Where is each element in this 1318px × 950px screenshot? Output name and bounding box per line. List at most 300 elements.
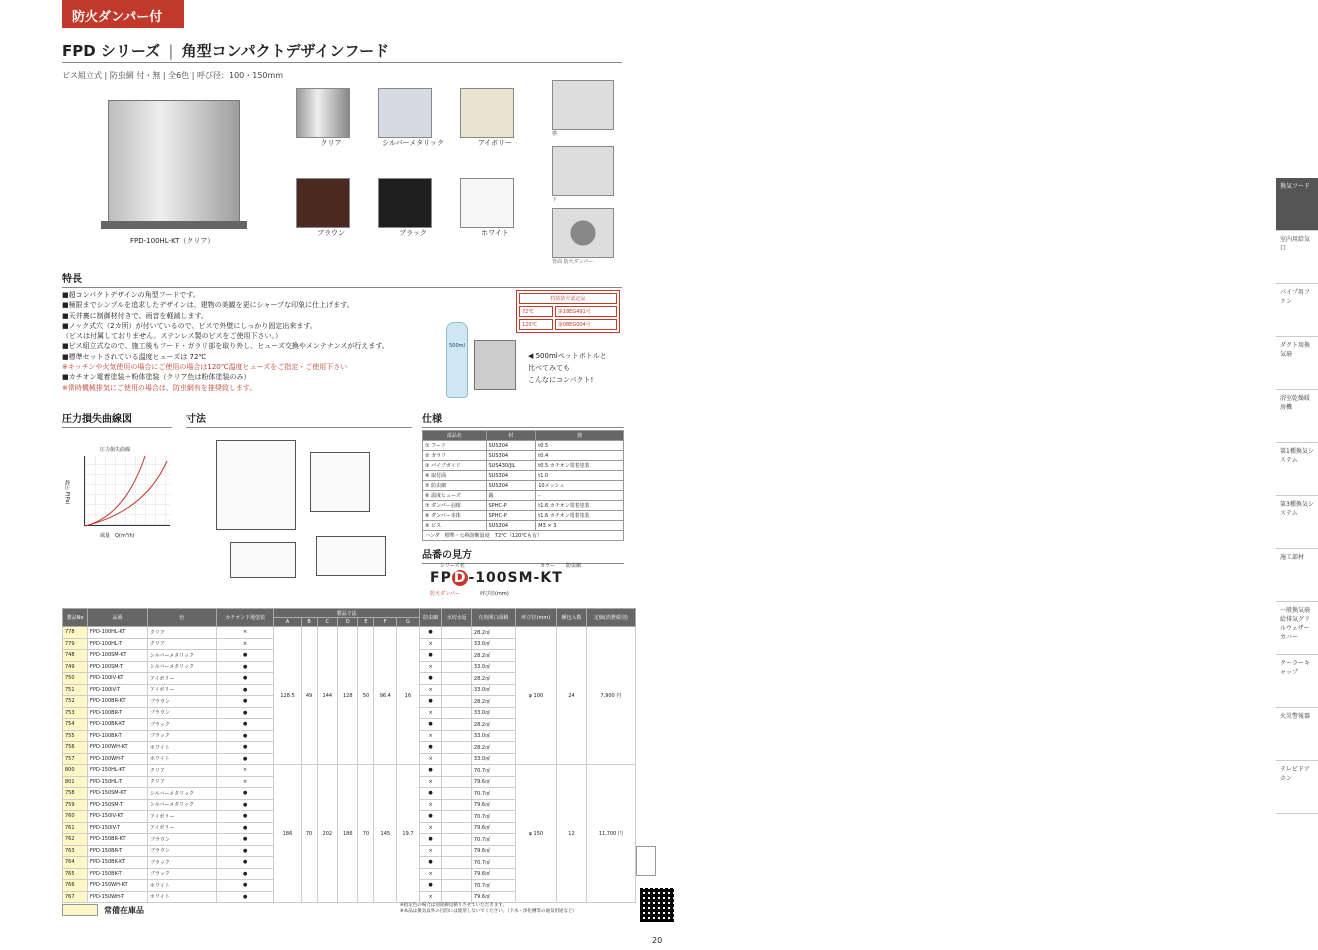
fire-number: 第08EG004号 xyxy=(555,319,617,330)
code-part: K xyxy=(540,570,553,586)
table-cell: 79.6㎠ xyxy=(471,822,515,834)
main-image-caption: FPD-100HL-KT（クリア） xyxy=(130,237,215,245)
code-size-label: 呼び径(mm) xyxy=(480,591,509,597)
table-cell: φ 100 xyxy=(515,627,557,765)
spec-note: t0.5 カチオン電着塗装 xyxy=(536,461,624,471)
spec-note: t0.5 xyxy=(536,441,624,451)
table-cell: 79.6㎠ xyxy=(471,799,515,811)
table-cell: 49 xyxy=(301,627,317,765)
feature-warning: ※常時機械排気にご使用の場合は、防虫網有を推奨致します。 xyxy=(62,383,257,392)
table-cell xyxy=(442,707,472,719)
table-cell: FPD-100HL-T xyxy=(88,638,148,650)
table-cell: アイボリー xyxy=(147,811,216,823)
table-cell: 759 xyxy=(63,799,88,811)
table-cell: 28.2㎠ xyxy=(471,742,515,754)
pressure-loss-graph xyxy=(84,456,170,526)
side-nav xyxy=(638,178,1314,814)
spec-note: - xyxy=(536,491,624,501)
table-cell: FPD-150WH-KT xyxy=(88,880,148,892)
col-header: 防虫網 xyxy=(419,609,442,627)
feature-item: ■超コンパクトデザインの角型フードです。 xyxy=(62,291,200,299)
table-cell: ● xyxy=(216,822,274,834)
side-image xyxy=(552,146,614,196)
table-cell: 79.6㎠ xyxy=(471,776,515,788)
spec-header: 部品名 xyxy=(423,431,487,441)
subtitle: ビス組立式 | 防虫網 付・無 | 全6色 | 呼び径：100・150mm xyxy=(62,71,284,80)
series-name: FPD シリーズ xyxy=(62,42,161,60)
table-cell: × xyxy=(419,776,442,788)
table-cell: 202 xyxy=(317,765,337,903)
table-cell: FPD-100BK-T xyxy=(88,730,148,742)
code-mesh-label: 防虫網 xyxy=(566,563,582,569)
table-cell: 186 xyxy=(274,765,301,903)
graph-ylabel: 静圧 P(Pa) xyxy=(64,480,70,505)
table-cell: 70.7㎠ xyxy=(471,765,515,777)
spec-part: ⑦ ダンパー羽根 xyxy=(423,501,487,511)
table-cell: 28.2㎠ xyxy=(471,696,515,708)
table-cell xyxy=(442,719,472,731)
spec-part: ⑨ ビス xyxy=(423,521,487,531)
spec-table xyxy=(422,430,624,541)
side-drawing xyxy=(310,452,370,512)
table-cell: ● xyxy=(419,834,442,846)
pressure-heading: 圧力損失曲線図 xyxy=(62,410,172,428)
table-cell: FPD-150BR-T xyxy=(88,845,148,857)
table-cell xyxy=(442,696,472,708)
fire-number: 第18EG491号 xyxy=(555,306,617,317)
col-header: 色 xyxy=(147,609,216,627)
table-cell: ● xyxy=(419,788,442,800)
code-part: - xyxy=(468,570,476,586)
spec-footer: ハンダ 標準・公称溶断温度 72℃（120℃も有） xyxy=(423,531,624,541)
table-cell xyxy=(442,891,472,903)
table-cell xyxy=(442,788,472,800)
code-part: - xyxy=(533,570,541,586)
table-cell: × xyxy=(419,868,442,880)
table-cell: ホワイト xyxy=(147,891,216,903)
table-cell: 756 xyxy=(63,742,88,754)
spec-part: ⑤ 防虫網 xyxy=(423,481,487,491)
table-cell xyxy=(442,822,472,834)
footnote: ※指定色の場合は別途御見積りさせていただきます。 xyxy=(400,903,507,908)
table-cell: ● xyxy=(419,742,442,754)
pressure-curves xyxy=(85,456,171,526)
spec-part: ① フード xyxy=(423,441,487,451)
nav-item[interactable]: 室内用給気口 xyxy=(1276,231,1318,284)
table-cell: 755 xyxy=(63,730,88,742)
table-cell: 753 xyxy=(63,707,88,719)
spec-material: SPHC-P xyxy=(486,501,536,511)
main-product-image xyxy=(108,100,240,224)
fire-temp: 72℃ xyxy=(519,306,553,317)
table-cell: 754 xyxy=(63,719,88,731)
table-cell: ● xyxy=(216,811,274,823)
table-cell xyxy=(442,638,472,650)
table-cell: × xyxy=(419,822,442,834)
table-cell: FPD-150IV-T xyxy=(88,822,148,834)
table-cell: 16 xyxy=(397,627,420,765)
swatch-image xyxy=(378,88,432,138)
spec-material: SUS304 xyxy=(486,441,536,451)
feature-item: ■ノック式穴（2カ所）が付いているので、ビスで外壁にしっかり固定出来ます。 xyxy=(62,321,317,330)
side-view-2 xyxy=(552,146,614,203)
table-cell: × xyxy=(419,707,442,719)
table-cell: 28.2㎠ xyxy=(471,673,515,685)
table-cell: FPD-150BK-T xyxy=(88,868,148,880)
table-cell: 767 xyxy=(63,891,88,903)
table-cell xyxy=(442,857,472,869)
table-cell: 96.4 xyxy=(374,627,397,765)
side-image xyxy=(552,208,614,258)
col-header: 有効開口面積 xyxy=(471,609,515,627)
table-cell: 765 xyxy=(63,868,88,880)
table-cell: ブラウン xyxy=(147,707,216,719)
table-cell: 70.7㎠ xyxy=(471,834,515,846)
table-cell: 50 xyxy=(358,627,374,765)
nav-item[interactable]: 一般換気扇給排気グリルウェザーカバー xyxy=(1276,602,1318,655)
table-cell: 70.7㎠ xyxy=(471,857,515,869)
table-cell: FPD-150HL-T xyxy=(88,776,148,788)
features-heading: 特長 xyxy=(62,270,622,288)
fire-approval-title: 特防防火認定品 xyxy=(519,293,617,304)
table-cell: アイボリー xyxy=(147,684,216,696)
table-cell: ● xyxy=(216,673,274,685)
swatch-label: アイボリー xyxy=(477,139,513,147)
table-cell: FPD-100BR-T xyxy=(88,707,148,719)
table-cell: 33.0㎠ xyxy=(471,753,515,765)
table-cell: 79.6㎠ xyxy=(471,845,515,857)
table-cell: FPD-150IV-KT xyxy=(88,811,148,823)
table-cell: 760 xyxy=(63,811,88,823)
table-cell xyxy=(442,765,472,777)
spec-note: t1.6 カチオン電着塗装 xyxy=(536,511,624,521)
swatch-label: ホワイト xyxy=(481,229,509,237)
nav-item[interactable]: テレビドアホン xyxy=(1276,761,1318,814)
spec-note: t1.6 カチオン電着塗装 xyxy=(536,501,624,511)
swatch-label: ブラック xyxy=(399,229,427,237)
table-cell: ● xyxy=(216,891,274,903)
swatch-silver xyxy=(378,88,448,148)
nav-item[interactable]: 浴室乾燥暖房機 xyxy=(1276,390,1318,443)
code-part: FP xyxy=(430,570,452,586)
nav-item[interactable]: 換気フード xyxy=(1276,178,1318,231)
table-cell: クリア xyxy=(147,627,216,639)
spec-note: t1.0 xyxy=(536,471,624,481)
table-cell: ● xyxy=(216,845,274,857)
table-cell: 749 xyxy=(63,661,88,673)
code-part: 100 xyxy=(475,570,508,586)
table-cell: 751 xyxy=(63,684,88,696)
table-cell: 128.5 xyxy=(274,627,301,765)
back-drawing xyxy=(316,536,386,576)
table-cell xyxy=(442,742,472,754)
table-cell: 11,700 円 xyxy=(586,765,635,903)
code-heading: 品番の見方 xyxy=(422,546,624,564)
spec-note: M3 × 3 xyxy=(536,521,624,531)
table-cell: 764 xyxy=(63,857,88,869)
table-cell: 33.0㎠ xyxy=(471,707,515,719)
table-cell: 766 xyxy=(63,880,88,892)
nav-item[interactable]: クーラーキャップ xyxy=(1276,655,1318,708)
mascot-icon xyxy=(636,846,656,876)
table-cell: シルバーメタリック xyxy=(147,788,216,800)
front-drawing xyxy=(216,440,296,530)
table-cell: 801 xyxy=(63,776,88,788)
swatch-image xyxy=(460,178,514,228)
product-table xyxy=(62,608,636,903)
side-caption: 下 xyxy=(552,197,558,203)
swatch-image xyxy=(460,88,514,138)
feature-item: （ビスは付属しておりません。ステンレス製のビスをご使用下さい。） xyxy=(62,332,283,341)
col-header: カチオン下地塗装 xyxy=(216,609,274,627)
table-cell: クリア xyxy=(147,638,216,650)
spec-material: SUS304 xyxy=(486,471,536,481)
feature-item: ■天井裏に制御材付きで、雨音を軽減します。 xyxy=(62,311,208,320)
table-cell: FPD-150SM-T xyxy=(88,799,148,811)
table-cell: 779 xyxy=(63,638,88,650)
table-cell: FPD-100SM-T xyxy=(88,661,148,673)
table-cell: FPD-150WH-T xyxy=(88,891,148,903)
col-header: 定価(消費税別) xyxy=(586,609,635,627)
table-cell: ● xyxy=(419,696,442,708)
nav-item[interactable]: パイプ用ファン xyxy=(1276,284,1318,337)
table-cell: 752 xyxy=(63,696,88,708)
table-cell: 33.0㎠ xyxy=(471,661,515,673)
nav-item[interactable]: 施工部材 xyxy=(1276,549,1318,602)
col-header: D xyxy=(338,618,358,627)
table-cell: ブラック xyxy=(147,868,216,880)
stock-legend-label: 常備在庫品 xyxy=(104,906,144,915)
table-cell: シルバーメタリック xyxy=(147,650,216,662)
table-cell: 24 xyxy=(557,627,587,765)
col-header: 製品No xyxy=(63,609,88,627)
table-cell: ● xyxy=(419,811,442,823)
swatch-label: ブラウン xyxy=(317,229,345,237)
swatch-label: シルバーメタリック xyxy=(382,139,444,147)
table-cell: ブラウン xyxy=(147,834,216,846)
swatch-image xyxy=(296,178,350,228)
spec-part: ④ 取付面 xyxy=(423,471,487,481)
table-cell: 33.0㎠ xyxy=(471,684,515,696)
table-cell xyxy=(442,799,472,811)
footnotes xyxy=(400,902,630,914)
table-cell: 186 xyxy=(338,765,358,903)
col-header: G xyxy=(397,618,420,627)
spec-material: 錫 xyxy=(486,491,536,501)
spec-header: 箇 xyxy=(536,431,624,441)
col-header: B xyxy=(301,618,317,627)
table-cell: ブラウン xyxy=(147,845,216,857)
table-cell: FPD-150HL-KT xyxy=(88,765,148,777)
table-cell: FPD-100BK-KT xyxy=(88,719,148,731)
col-header: 呼び径(mm) xyxy=(515,609,557,627)
fire-approval-table xyxy=(516,290,620,333)
table-cell xyxy=(442,811,472,823)
table-cell: ● xyxy=(419,719,442,731)
table-cell: 70.7㎠ xyxy=(471,811,515,823)
table-cell xyxy=(442,650,472,662)
table-cell: × xyxy=(216,638,274,650)
table-cell xyxy=(442,684,472,696)
graph-xlabel: 風量 Q(m³/h) xyxy=(100,533,135,539)
swatch-clear xyxy=(296,88,366,148)
spec-note: t0.4 xyxy=(536,451,624,461)
spec-part: ⑧ ダンパー本体 xyxy=(423,511,487,521)
table-cell: ● xyxy=(216,799,274,811)
fire-temp: 120℃ xyxy=(519,319,553,330)
table-cell: クリア xyxy=(147,776,216,788)
spec-part: ③ パイプガイド xyxy=(423,461,487,471)
swatch-black xyxy=(378,178,448,238)
qr-code xyxy=(640,888,674,922)
col-header: E xyxy=(358,618,374,627)
table-cell: 7,900 円 xyxy=(586,627,635,765)
table-cell: アイボリー xyxy=(147,822,216,834)
table-cell xyxy=(442,627,472,639)
table-cell: × xyxy=(419,891,442,903)
bottle-label: 500ml xyxy=(449,343,465,349)
stock-legend-swatch xyxy=(62,904,98,916)
spec-material: SUS304 xyxy=(486,481,536,491)
table-cell: 757 xyxy=(63,753,88,765)
table-cell: 28.2㎠ xyxy=(471,719,515,731)
feature-item: ■ビス組立式なので、施工後もフード・ガラリ部を取り外し、ヒューズ交換やメンテナンスが行えます。 xyxy=(62,342,389,351)
table-cell: クリア xyxy=(147,765,216,777)
code-part: T xyxy=(552,570,563,586)
col-header: 水切水返 xyxy=(442,609,472,627)
col-header: C xyxy=(317,618,337,627)
table-cell: 762 xyxy=(63,834,88,846)
swatch-ivory xyxy=(460,88,530,148)
bottle-text-line: ◀ 500mlペットボトルと xyxy=(528,352,607,360)
table-cell: ブラック xyxy=(147,719,216,731)
spec-material: SUS304 xyxy=(486,521,536,531)
table-cell: ● xyxy=(216,868,274,880)
col-header: 製品寸法 xyxy=(274,609,419,618)
table-cell: ● xyxy=(216,834,274,846)
nav-item[interactable]: ダクト用換気扇 xyxy=(1276,337,1318,390)
table-cell: FPD-150BR-KT xyxy=(88,834,148,846)
title-separator: | xyxy=(168,42,174,60)
spec-part: ⑥ 温度ヒューズ xyxy=(423,491,487,501)
table-row xyxy=(63,765,636,777)
table-cell xyxy=(442,868,472,880)
page-title xyxy=(62,40,389,61)
spec-note: 10メッシュ xyxy=(536,481,624,491)
table-cell: ● xyxy=(216,730,274,742)
code-damper-label: 防火ダンパー xyxy=(430,591,460,597)
table-cell: ● xyxy=(419,765,442,777)
table-cell: × xyxy=(216,627,274,639)
side-view-3 xyxy=(552,208,614,265)
feature-item: ■標準セットされている温度ヒューズは 72℃ xyxy=(62,352,207,361)
fire-damper-badge: 防火ダンパー付 xyxy=(62,0,184,28)
table-cell: ● xyxy=(216,857,274,869)
table-cell: 70.7㎠ xyxy=(471,880,515,892)
table-cell: 79.6㎠ xyxy=(471,891,515,903)
table-cell: ● xyxy=(216,661,274,673)
nav-item[interactable]: 第3種換気システム xyxy=(1276,496,1318,549)
table-cell: 750 xyxy=(63,673,88,685)
table-cell: × xyxy=(419,684,442,696)
spec-material: SPHC-P xyxy=(486,511,536,521)
spec-material: SUS304 xyxy=(486,451,536,461)
table-cell: FPD-150BK-KT xyxy=(88,857,148,869)
page-number: 20 xyxy=(652,936,663,945)
bottle-text-line: 比べてみても xyxy=(528,364,570,372)
col-header: F xyxy=(374,618,397,627)
table-cell: ● xyxy=(216,719,274,731)
table-row xyxy=(63,627,636,639)
table-cell: × xyxy=(419,799,442,811)
table-cell: 28.2㎠ xyxy=(471,627,515,639)
table-cell xyxy=(442,880,472,892)
side-view-1 xyxy=(552,80,614,137)
table-cell: 70 xyxy=(301,765,317,903)
table-cell: FPD-100WH-KT xyxy=(88,742,148,754)
table-cell: ブラック xyxy=(147,857,216,869)
table-cell: 144 xyxy=(317,627,337,765)
col-header: 品番 xyxy=(88,609,148,627)
code-part: SM xyxy=(507,570,534,586)
table-cell: FPD-100IV-KT xyxy=(88,673,148,685)
dims-heading: 寸法 xyxy=(186,410,412,428)
footnote: ※本品は換気以外の目的には使用しないでください。（下水・浄化槽等の通気用途など） xyxy=(400,909,578,914)
table-cell: 33.0㎠ xyxy=(471,730,515,742)
table-cell: × xyxy=(419,845,442,857)
swatch-label: クリア xyxy=(320,139,342,147)
table-cell: 28.2㎠ xyxy=(471,650,515,662)
swatch-image xyxy=(296,88,350,138)
table-cell: ● xyxy=(216,684,274,696)
table-cell xyxy=(442,753,472,765)
product-name: 角型コンパクトデザインフード xyxy=(181,42,390,60)
table-cell xyxy=(442,845,472,857)
table-cell: シルバーメタリック xyxy=(147,799,216,811)
table-cell: ● xyxy=(419,880,442,892)
table-cell xyxy=(442,834,472,846)
swatch-brown xyxy=(296,178,366,238)
spec-heading: 仕様 xyxy=(422,410,624,428)
code-damper-mark: D xyxy=(453,570,467,586)
features-list xyxy=(62,290,502,393)
table-cell: 33.0㎠ xyxy=(471,638,515,650)
table-cell: FPD-100BR-KT xyxy=(88,696,148,708)
spec-header: 材 xyxy=(486,431,536,441)
code-color-label: カラー xyxy=(540,563,556,569)
nav-item[interactable]: 火災警報器 xyxy=(1276,708,1318,761)
table-cell: × xyxy=(419,661,442,673)
table-cell: × xyxy=(419,730,442,742)
table-cell xyxy=(442,673,472,685)
col-header: A xyxy=(274,618,301,627)
feature-warning: ※キッチンや火気使用の場合にご使用の場合は120℃温度ヒューズをご指定・ご使用下さい xyxy=(62,363,348,372)
table-cell: × xyxy=(419,638,442,650)
table-cell xyxy=(442,661,472,673)
bottle-text-line: こんなにコンパクト! xyxy=(528,376,594,384)
code-series-label: シリーズ名 xyxy=(440,563,465,569)
bottle-comparison-text xyxy=(528,350,607,386)
table-cell: 145 xyxy=(374,765,397,903)
code-example xyxy=(430,570,563,586)
table-cell: 778 xyxy=(63,627,88,639)
table-cell: 800 xyxy=(63,765,88,777)
table-cell: 128 xyxy=(338,627,358,765)
table-cell: ホワイト xyxy=(147,742,216,754)
nav-item[interactable]: 第1種換気システム xyxy=(1276,443,1318,496)
feature-item: ■極限までシンプルを追求したデザインは、建物の美観を更にシャープな印象に仕上げます。 xyxy=(62,301,354,310)
table-cell: 12 xyxy=(557,765,587,903)
